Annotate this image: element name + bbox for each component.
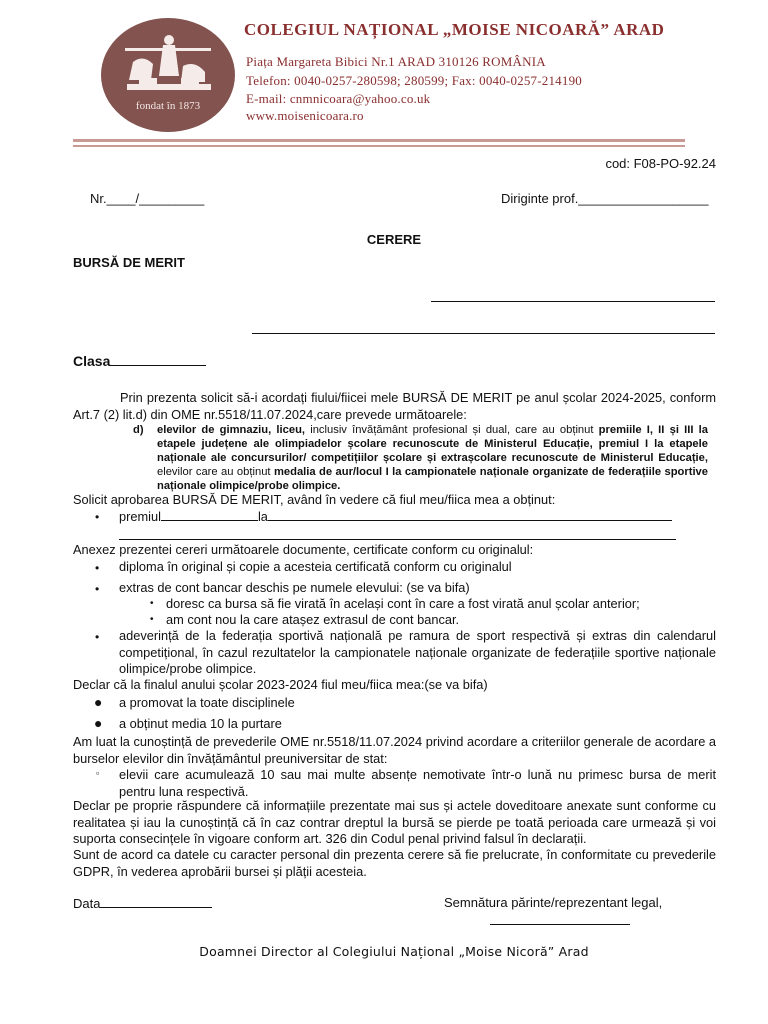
nr-field[interactable]: Nr.____/_________ (90, 191, 205, 206)
bullet-icon: • (150, 598, 154, 609)
data-blank[interactable] (100, 895, 212, 908)
school-address: Piața Margareta Bibici Nr.1 ARAD 310126 ROMÂNIA (246, 54, 546, 69)
anexez-paragraph: Anexez prezentei cereri următoarele documente, certificate conform cu originalul: (73, 542, 534, 557)
am-luat-paragraph: Am luat la cunoștință de prevederile OME nr.5518/11.07.2024 privind acordare a criteriilor generale de acordare a burselor elevilor din învățământul preuniversitar de stat: (73, 734, 716, 766)
blank-line-2[interactable] (252, 333, 715, 334)
signature-line[interactable] (490, 924, 630, 925)
doc-item-extras: extras de cont bancar deschis pe numele elevului: (se va bifa) (119, 580, 470, 595)
school-phone: Telefon: 0040-0257-280598; 280599; Fax: 0040-0257-214190 (246, 73, 582, 88)
declar-paragraph: Declar că la finalul anului școlar 2023-2024 fiul meu/fiica mea:(se va bifa) (73, 677, 488, 692)
gdpr-paragraph: Sunt de acord ca datele cu caracter personal din prezenta cerere să fie prelucrate, în conformitate cu prevederile GDPR, în vederea aprobării bursei și plății acesteia. (73, 847, 716, 879)
item-d-text: elevilor de gimnaziu, liceu, inclusiv învățământ profesional și dual, care au obținut premiile I, II și III la etapele județene ale olimpiadelor școlare recunoscute de Ministerul Educație, premiul I la etapele naționale ale concursurilor/ competițiilor școlare și extrașcolare recunoscute de Ministerul Educație, elevilor care au obținut medalia de aur/locul I la campionatele naționale organizate de federațiile sportive naționale olimpice/probe olimpice. (157, 424, 708, 492)
diriginte-field[interactable]: Diriginte prof.__________________ (501, 191, 709, 206)
bullet-icon: • (150, 614, 154, 625)
document-subtitle: BURSĂ DE MERIT (73, 255, 185, 270)
addressee-footer: Doamnei Director al Colegiului Național „Moise Nicoră” Arad (199, 944, 589, 959)
clasa-label: Clasa (73, 353, 111, 369)
subdoc-same-account[interactable]: doresc ca bursa să fie virată în același cont în care a fost virată anul școlar anterior; (166, 596, 640, 611)
premiul-field[interactable]: premiul la (119, 508, 679, 526)
square-bullet-icon: ▫ (96, 768, 100, 778)
declar-item-media[interactable]: a obținut media 10 la purtare (119, 716, 282, 731)
bullet-icon: ● (94, 694, 103, 710)
declar-item-promovat[interactable]: a promovat la toate disciplinele (119, 695, 295, 710)
bullet-icon: • (95, 582, 100, 596)
declar-raspundere-paragraph: Declar pe proprie răspundere că informațiile prezentate mai sus și actele doveditoare anexate sunt conforme cu realitatea și iau la cunoștință că în caz contrar dreptul la bursă se pierde pe toată perioada care urmează și voi suporta consecințele în vigoare conform art. 326 din Codul penal privind falsul în declarații. (73, 798, 716, 846)
clasa-blank[interactable] (110, 352, 206, 366)
header-divider (73, 139, 685, 142)
subdoc-new-account[interactable]: am cont nou la care atașez extrasul de cont bancar. (166, 612, 460, 627)
premiul-blank-line[interactable] (119, 539, 676, 540)
data-field[interactable]: Data (73, 895, 212, 911)
bullet-icon: ● (94, 715, 103, 731)
clasa-field[interactable] (73, 352, 206, 369)
doc-item-diploma: diploma în original și copie a acesteia certificată conform cu originalul (119, 559, 512, 574)
bullet-icon: • (95, 630, 100, 644)
school-website: www.moisenicoara.ro (246, 108, 364, 123)
form-code: cod: F08-PO-92.24 (605, 156, 716, 171)
bullet-icon: • (95, 561, 100, 575)
intro-paragraph: Prin prezenta solicit să-i acordați fiului/fiicei mele BURSĂ DE MERIT pe anul școlar 2024-2025, conform Art.7 (2) lit.d) din OME nr.5518/11.07.2024,care prevede următoarele: (73, 390, 716, 422)
blank-line-1[interactable] (431, 301, 715, 302)
semnatura-label: Semnătura părinte/reprezentant legal, (444, 895, 663, 910)
item-d-letter: d) (133, 424, 144, 436)
logo-caption: fondat în 1873 (135, 100, 201, 112)
premiul-la-blank[interactable] (268, 508, 672, 521)
absente-item: elevii care acumulează 10 sau mai multe absențe nemotivate într-o lună nu primesc bursa de merit pentru luna respectivă. (119, 767, 716, 799)
statue-icon (119, 32, 217, 104)
header-divider-2 (73, 145, 685, 147)
school-email: E-mail: cnmnicoara@yahoo.co.uk (246, 91, 431, 106)
solicit-paragraph: Solicit aprobarea BURSĂ DE MERIT, având în vedere că fiul meu/fiica mea a obținut: (73, 492, 556, 507)
premiul-blank[interactable] (161, 508, 258, 521)
document-title: CERERE (366, 232, 422, 247)
doc-item-adeverinta: adeverință de la federația sportivă națională pe ramura de sport respectivă și extras din calendarul competițional, în cazul rezultatelor la campionatele naționale organizate de federațiile sportive naționale olimpice/probe olimpice. (119, 628, 716, 676)
school-name: COLEGIUL NAȚIONAL „MOISE NICOARĂ” ARAD (244, 20, 665, 39)
bullet-icon: • (95, 510, 100, 524)
school-logo (101, 18, 235, 132)
